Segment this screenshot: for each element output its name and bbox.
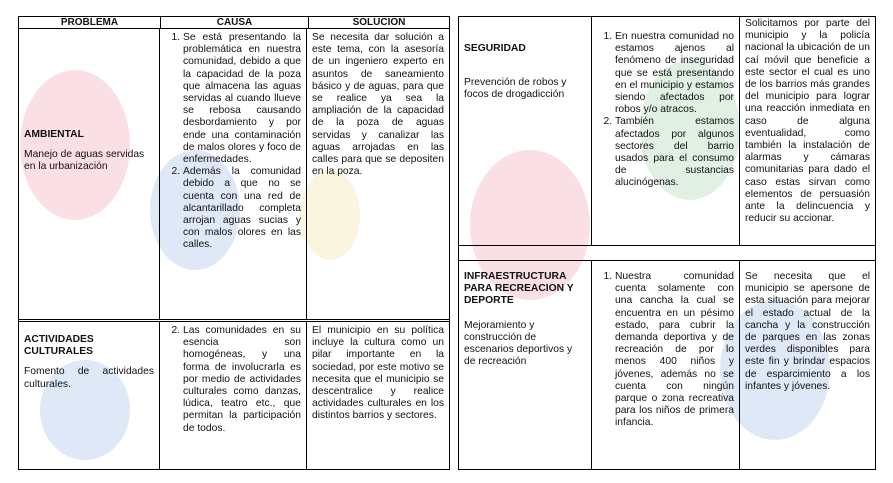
- problem-description: Prevención de robos y focos de drogadicción: [464, 77, 567, 101]
- header-solucion: SOLUCION: [352, 17, 406, 28]
- cause-item: 2. También estamos afectados por algunos sectores del barrio usados para el consumo de sustancias alucinógenas.: [615, 116, 734, 189]
- problem-title: INFRAESTRUCTURA PARA RECREACION Y DEPORTE: [464, 271, 574, 307]
- header-causa: CAUSA: [161, 17, 309, 28]
- table-row: [19, 29, 449, 320]
- cause-cell: [592, 261, 740, 469]
- solution-cell: Se necesita que el municipio se apersone de esta situación para mejorar el estado actual de la cancha y la construcción de parques en las zonas verdes disponibles para este fin y brindar espacios de esparcimiento a los infantes y jóvenes.: [745, 271, 870, 392]
- cause-cell: [592, 17, 740, 245]
- solution-cell: Solicitamos por parte del municipio y la policía nacional la ubicación de un caí móvil que beneficie a este sector el cual es uno de los barrios más grandes del municipio para lograr una reacción inmediata en caso de alguna eventualidad, como también la instalación de alarmas y cámaras comunitarias para dado el caso estas sirvan como elementos de persuasión ante la delincuencia y reducir su accionar.: [745, 18, 870, 225]
- left-problem-table: [18, 16, 450, 470]
- cause-cell: [160, 29, 307, 319]
- cause-item: 1. Nuestra comunidad cuenta solamente con una cancha la cual se encuentra en un pésimo estado, para cubrir la demanda deportiva y de recreación de por lo menos 400 niños y jóvenes, además no se cuenta con ningún parque o zona recreativa para los niños de primera infancia.: [615, 271, 734, 430]
- problem-description: Mejoramiento y construcción de escenarios deportivos y de recreación: [464, 319, 573, 368]
- cause-cell: [160, 322, 307, 469]
- problem-cell: [19, 322, 160, 469]
- table-row: [459, 17, 875, 246]
- cause-item: 1. Se está presentando la problemática en nuestra comunidad, debido a que la capacidad de la poza que almacena las aguas servidas al cuando llueve se rebosa causando desbordamiento y por ende una contaminación de malos olores y foco de enfermedades.: [183, 32, 301, 166]
- header-problema: PROBLEMA: [19, 17, 161, 28]
- problem-description: Manejo de aguas servidas en la urbanización: [24, 149, 145, 173]
- solution-cell: El municipio en su política incluye la cultura como un pilar importante en la sociedad, por este motivo se necesita que el municipio se descentralice y realice actividades culturales en los distintos barrios y sectores.: [312, 325, 444, 422]
- problem-title: ACTIVIDADES CULTURALES: [24, 334, 94, 358]
- problem-title: AMBIENTAL: [24, 129, 84, 140]
- cause-item: 2. Además la comunidad debido a que no se cuenta con una red de alcantarillado completa arrojan aguas sucias y con malos olores en las calles.: [183, 166, 301, 251]
- table-header: [19, 17, 449, 29]
- problem-cell: [459, 261, 592, 469]
- table-row: [459, 260, 875, 469]
- cause-item: 2. Las comunidades en su esencia son homogéneas, y una forma de involucrarla es por medio de actividades culturales como danzas, lúdica, teatro etc., que permitan la participación de todos.: [183, 325, 301, 435]
- problem-cell: [19, 29, 160, 319]
- cause-item: 1. En nuestra comunidad no estamos ajenos al fenómeno de inseguridad que se está presentando en el municipio y estamos siendo afectados por robos y/o atracos.: [615, 31, 734, 116]
- right-problem-table: [458, 16, 876, 470]
- problem-title: SEGURIDAD: [464, 43, 526, 54]
- solution-cell: Se necesita dar solución a este tema, con la asesoría de un ingeniero experto en asuntos de saneamiento básico y de aguas, para que se realice ya sea la ampliación de la capacidad de la poza de aguas servidas y canalizar las aguas arrojadas en las calles para que se depositen en la poza.: [312, 32, 444, 178]
- problem-description: Fomento de actividades culturales.: [24, 366, 154, 390]
- problem-cell: [459, 17, 592, 245]
- table-row: [19, 321, 449, 469]
